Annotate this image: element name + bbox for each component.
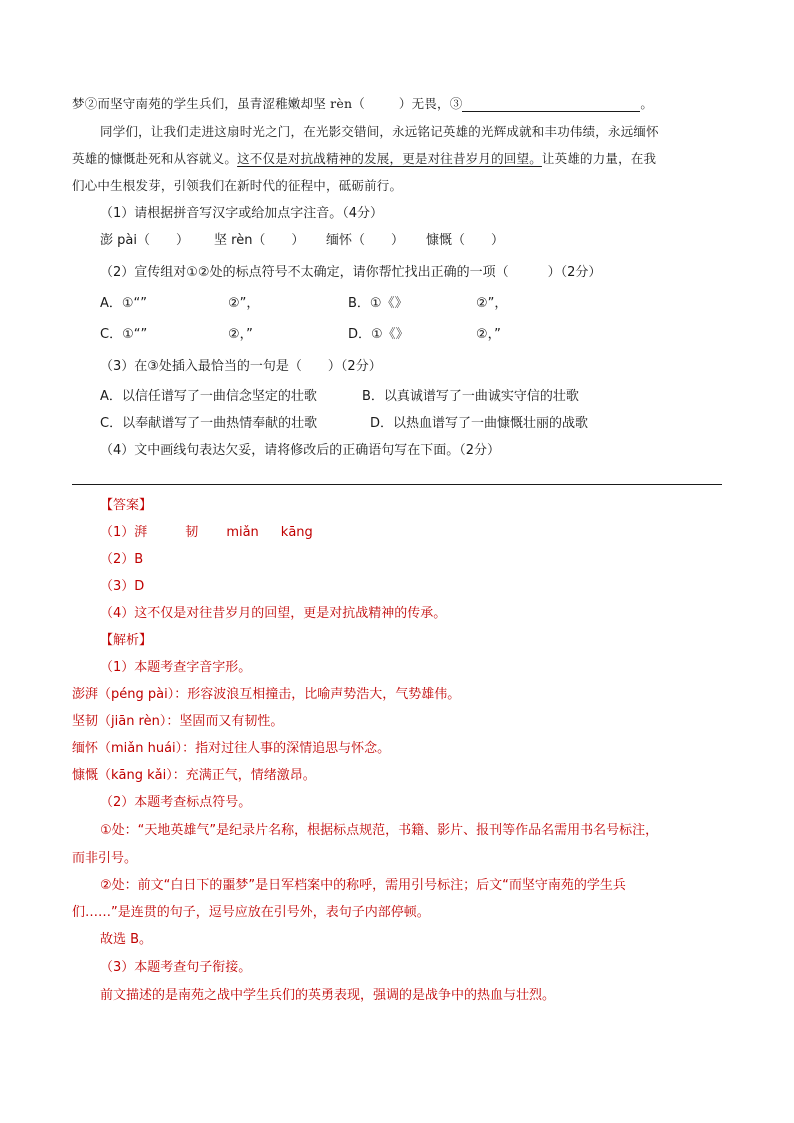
- analysis-text: 缅怀（miǎn huái）：指对过往人事的深情追思与怀念。: [72, 741, 391, 756]
- q3-option-c: C．以奉献谱写了一曲热情奉献的壮歌: [100, 416, 318, 431]
- passage-text: 让英雄的力量，在我: [541, 151, 657, 166]
- q2-option-c-part2: ②，”: [228, 327, 253, 342]
- analysis-text: （1）本题考查字音字形。: [100, 660, 252, 675]
- q2-option-a: A．①“”: [100, 296, 148, 311]
- answer-line[interactable]: [72, 484, 722, 485]
- question-1: （1）请根据拼音写汉字或给加点字注音。（4分）: [100, 206, 384, 221]
- q2-option-d-part2: ②，”: [476, 327, 501, 342]
- analysis-text: 慷慨（kāng kǎi）：充满正气，情绪激昂。: [72, 768, 316, 783]
- answer-heading: 【答案】: [100, 498, 153, 513]
- answer-1: [100, 525, 313, 541]
- q3-option-b: B．以真诚谱写了一曲诚实守信的壮歌: [362, 389, 579, 404]
- analysis-text: 澎湃（péng pài）：形容波浪互相撞击，比喻声势浩大，气势雄伟。: [72, 687, 461, 702]
- q2-option-b: B．①《》: [348, 296, 408, 311]
- passage-text: 梦②而坚守南苑的学生兵们，虽青涩稚嫩却坚 rèn（: [72, 96, 365, 111]
- q2-option-a-part2: ②”，: [228, 296, 260, 311]
- passage-line-4: 们心中生根发芽，引领我们在新时代的征程中，砥砺前行。: [72, 178, 403, 193]
- answer-item: kāng: [280, 525, 313, 540]
- fill-blank-3[interactable]: [462, 97, 640, 112]
- q3-option-a: A．以信任谱写了一曲信念坚定的壮歌: [100, 389, 317, 404]
- analysis-text: ②处：前文“白日下的噩梦”是日军档案中的称呼，需用引号标注；后文“而坚守南苑的学生兵: [100, 878, 626, 893]
- analysis-text: （2）本题考查标点符号。: [100, 795, 252, 810]
- question-2: （2）宣传组对①②处的标点符号不太确定，请你帮忙找出正确的一项（ ）（2分）: [100, 265, 602, 280]
- passage-text: ）无畏，③: [398, 96, 463, 111]
- passage-line-1: [72, 96, 653, 112]
- period: 。: [640, 96, 654, 111]
- analysis-text: 前文描述的是南苑之战中学生兵们的英勇表现，强调的是战争中的热血与壮烈。: [100, 988, 556, 1003]
- analysis-text: ①处：“天地英雄气”是纪录片名称，根据标点规范，书籍、影片、报刊等作品名需用书名号标注，: [100, 823, 659, 838]
- answer-3: （3）D: [100, 579, 145, 594]
- q1-item: 澎 pài（ ）: [100, 233, 189, 248]
- analysis-text: 坚韧（jiān rèn）：坚固而又有韧性。: [72, 714, 284, 729]
- question-3: （3）在③处插入最恰当的一句是（ ）（2分）: [100, 359, 382, 374]
- answer-2: （2）B: [100, 552, 144, 567]
- analysis-text: 们……”是连贯的句子，逗号应放在引号外，表句子内部停顿。: [72, 905, 430, 920]
- q1-item: 坚 rèn（ ）: [214, 233, 305, 248]
- analysis-heading: 【解析】: [100, 633, 153, 648]
- passage-line-2: 同学们，让我们走进这扇时光之门，在光影交错间，永远铭记英雄的光辉成就和丰功伟绩，永远缅怀: [100, 124, 659, 139]
- passage-line-3: [72, 151, 656, 167]
- q2-option-d: D．①《》: [348, 327, 409, 342]
- answer-item: 韧: [185, 525, 199, 540]
- answer-item: 湃: [134, 525, 148, 540]
- q3-option-d: D．以热血谱写了一曲慷慨壮丽的战歌: [370, 416, 589, 431]
- analysis-text: 而非引号。: [72, 851, 138, 866]
- answer-4: （4）这不仅是对往昔岁月的回望，更是对抗战精神的传承。: [100, 606, 447, 621]
- analysis-text: 故选 B。: [100, 932, 153, 947]
- question-4: （4）文中画线句表达欠妥，请将修改后的正确语句写在下面。（2分）: [100, 443, 501, 458]
- analysis-text: （3）本题考查句子衔接。: [100, 960, 252, 975]
- q2-option-b-part2: ②”，: [476, 296, 508, 311]
- underlined-sentence: 这不仅是对抗战精神的发展，更是对往昔岁月的回望。: [237, 151, 542, 166]
- passage-text: 英雄的慷慨赴死和从容就义。: [72, 151, 238, 166]
- q2-option-c: C．①“”: [100, 327, 148, 342]
- q1-item: 慷慨（ ）: [426, 233, 505, 248]
- answer-label: （1）: [100, 525, 135, 540]
- q1-item: 缅怀（ ）: [326, 233, 405, 248]
- answer-item: miǎn: [226, 525, 259, 540]
